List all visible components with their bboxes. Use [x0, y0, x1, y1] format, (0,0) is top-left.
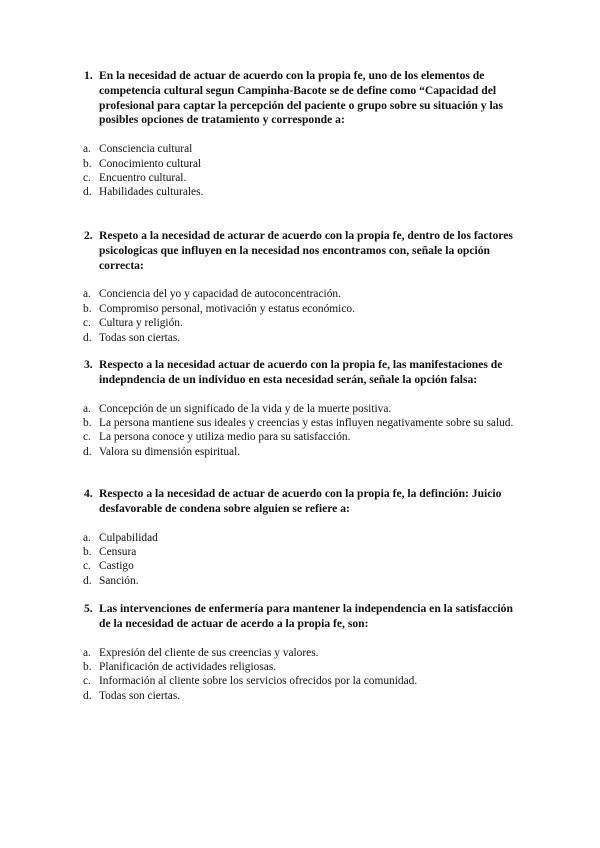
answer-option — [83, 157, 524, 171]
answer-option — [83, 331, 524, 345]
option-letter: a. — [83, 143, 91, 156]
option-letter: b. — [83, 157, 92, 170]
option-text: Conocimiento cultural — [99, 157, 202, 170]
option-text: Cultura y religión. — [99, 317, 183, 330]
answer-option — [83, 185, 524, 199]
option-text: Información al cliente sobre los servicios ofrecidos por la comunidad. — [99, 675, 418, 688]
question-2-stem — [84, 229, 524, 273]
answer-option — [83, 171, 524, 185]
question-1-text: En la necesidad de actuar de acuerdo con la propia fe, uno de los elementos de competencia cultural segun Campinha-Bacote se de define como “Capacidad del profesional para captar la percepción del paciente o grupo sobre su situación y las posibles opciones de tratamiento y corresponde a: — [99, 69, 503, 127]
answer-option — [83, 302, 524, 316]
option-letter: d. — [83, 574, 92, 587]
answer-option — [83, 574, 524, 588]
answer-option — [83, 445, 524, 459]
answer-option — [83, 142, 524, 156]
option-letter: b. — [83, 302, 92, 315]
answer-option — [83, 287, 524, 301]
option-letter: a. — [83, 402, 91, 415]
answer-option — [83, 402, 524, 416]
option-text: Sanción. — [99, 574, 139, 587]
option-text: Conciencia del yo y capacidad de autoconcentración. — [99, 288, 341, 301]
answer-option — [83, 660, 524, 674]
question-3 — [84, 358, 524, 459]
question-4-number: 4. — [84, 487, 93, 500]
question-5-stem — [84, 602, 524, 632]
answer-option — [83, 531, 524, 545]
answer-option — [83, 559, 524, 573]
question-3-stem — [84, 358, 524, 388]
option-letter: b. — [83, 661, 92, 673]
answer-option — [83, 646, 524, 660]
option-letter: c. — [83, 560, 91, 573]
question-3-number: 3. — [84, 358, 93, 371]
option-letter: d. — [83, 445, 92, 458]
option-letter: b. — [83, 417, 92, 429]
question-5 — [84, 602, 524, 703]
option-text: Valora su dimensión espiritual. — [99, 445, 241, 458]
question-1-number: 1. — [84, 69, 93, 82]
question-5-number: 5. — [84, 602, 93, 615]
answer-option — [83, 430, 524, 444]
option-letter: a. — [83, 288, 91, 301]
option-text: Culpabilidad — [99, 531, 158, 544]
question-2-text: Respeto a la necesidad de acturar de acuerdo con la propia fe, dentro de los factores psicologicas que influyen en la necesidad nos encontramos con, señale la opción correcta: — [99, 229, 513, 272]
question-2 — [84, 229, 524, 345]
option-letter: c. — [83, 317, 91, 330]
option-letter: c. — [83, 431, 91, 444]
option-letter: a. — [83, 646, 91, 659]
question-1 — [84, 69, 524, 200]
question-4-stem — [84, 487, 524, 517]
question-1-stem — [84, 69, 524, 128]
option-text: Castigo — [99, 560, 134, 573]
option-text: La persona conoce y utiliza medio para su satisfacción. — [99, 431, 351, 444]
option-text: Encuentro cultural. — [99, 172, 187, 184]
question-5-text: Las intervenciones de enfermería para mantener la independencia en la satisfacción de la necesidad de actuar de acerdo a la propia fe, son: — [99, 602, 513, 630]
option-text: Censura — [99, 546, 137, 558]
question-1-options — [83, 142, 524, 200]
option-text: La persona mantiene sus ideales y creencias y estas influyen negativamente sobre su salud. — [99, 417, 514, 429]
answer-option — [83, 545, 524, 559]
option-letter: d. — [83, 689, 92, 702]
option-letter: d. — [83, 331, 92, 344]
question-4-options — [83, 531, 524, 589]
option-letter: c. — [83, 172, 91, 184]
option-text: Todas son ciertas. — [99, 689, 181, 702]
answer-option — [83, 316, 524, 330]
option-letter: a. — [83, 531, 91, 544]
question-3-options — [83, 402, 524, 460]
option-text: Concepción de un significado de la vida y de la muerte positiva. — [99, 402, 392, 415]
question-3-text: Respecto a la necesidad actuar de acuerdo con la propia fe, las manifestaciones de indepndencia de un individuo en esta necesidad serán, señale la opción falsa: — [99, 358, 503, 386]
option-text: Compromiso personal, motivación y estatus económico. — [99, 302, 355, 315]
answer-option — [83, 674, 524, 688]
question-2-options — [83, 287, 524, 345]
option-text: Planificación de actividades religiosas. — [99, 661, 277, 673]
question-4 — [84, 487, 524, 588]
answer-option — [83, 416, 524, 430]
option-letter: b. — [83, 546, 92, 558]
question-5-options — [83, 646, 524, 704]
option-text: Consciencia cultural — [99, 143, 193, 156]
option-letter: c. — [83, 675, 91, 688]
question-4-text: Respecto a la necesidad de actuar de acuerdo con la propia fe, la definción: Juicio desfavorable de condena sobre alguien se refiere a: — [99, 487, 502, 515]
option-letter: d. — [83, 186, 92, 199]
question-2-number: 2. — [84, 229, 93, 242]
answer-option — [83, 689, 524, 703]
option-text: Expresión del cliente de sus creencias y valores. — [99, 646, 319, 659]
option-text: Todas son ciertas. — [99, 331, 181, 344]
option-text: Habilidades culturales. — [99, 186, 204, 199]
